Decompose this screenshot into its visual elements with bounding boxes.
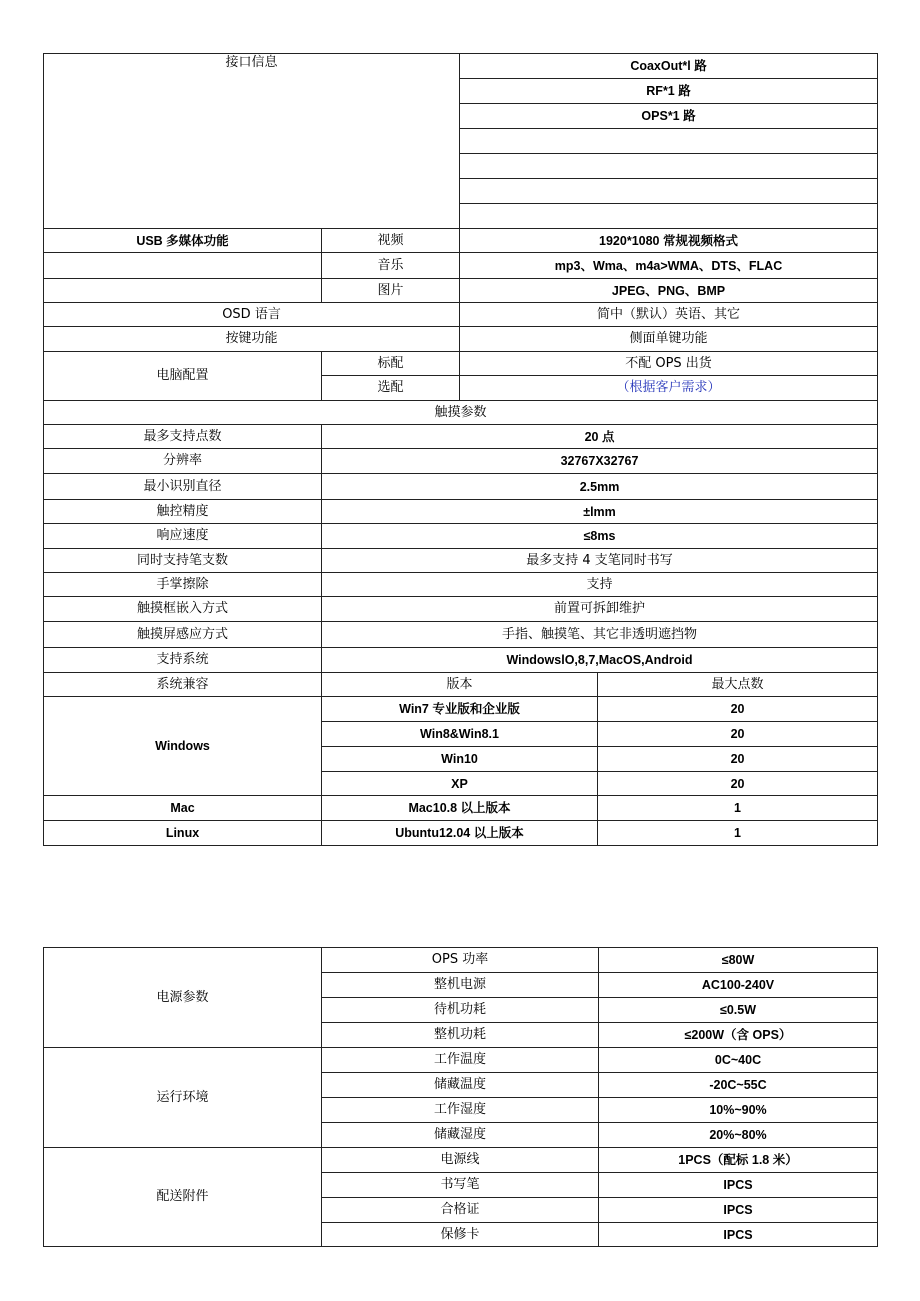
compat-points: 20: [598, 697, 878, 722]
compat-points: 20: [598, 772, 878, 796]
accessory-item: 书写笔: [322, 1173, 599, 1198]
env-value: 0C~40C: [599, 1048, 878, 1073]
accessory-item: 电源线: [322, 1148, 599, 1173]
touch-param-value: 支持: [322, 573, 878, 597]
touch-param-value: 最多支持 4 支笔同时书写: [322, 549, 878, 573]
accessory-value: 1PCS（配标 1.8 米）: [599, 1148, 878, 1173]
compat-points: 1: [598, 796, 878, 821]
touch-param-label: 触控精度: [44, 500, 322, 524]
touch-param-value: 2.5mm: [322, 474, 878, 500]
touch-param-label: 响应速度: [44, 524, 322, 549]
usb-value: 1920*1080 常规视频格式: [460, 229, 878, 253]
env-label: 运行环境: [44, 1048, 322, 1148]
interface-item: [460, 204, 878, 229]
osd-value: 简中（默认）英语、其它: [460, 303, 878, 327]
env-item: 储藏湿度: [322, 1123, 599, 1148]
interface-item: RF*1 路: [460, 79, 878, 104]
pc-optional-value: （根据客户需求）: [460, 376, 878, 401]
usb-type: 音乐: [322, 253, 460, 279]
interface-item: [460, 179, 878, 204]
env-value: 20%~80%: [599, 1123, 878, 1148]
touch-param-label: 触摸框嵌入方式: [44, 597, 322, 622]
touch-param-label: 触摸屏感应方式: [44, 622, 322, 648]
compat-points: 20: [598, 747, 878, 772]
power-value: AC100-240V: [599, 973, 878, 998]
power-item: 整机电源: [322, 973, 599, 998]
touch-param-label: 最小识别直径: [44, 474, 322, 500]
compat-header-points: 最大点数: [598, 673, 878, 697]
accessory-value: IPCS: [599, 1198, 878, 1223]
interface-label: 接口信息: [44, 54, 460, 229]
usb-empty-cell: [44, 253, 322, 279]
compat-version: Mac10.8 以上版本: [322, 796, 598, 821]
touch-param-label: 支持系统: [44, 648, 322, 673]
usb-type: 图片: [322, 279, 460, 303]
power-value: ≤200W（含 OPS）: [599, 1023, 878, 1048]
compat-points: 20: [598, 722, 878, 747]
touch-section-header: 触摸参数: [44, 401, 878, 425]
pc-standard-label: 标配: [322, 352, 460, 376]
pc-optional-label: 选配: [322, 376, 460, 401]
touch-param-value: ±lmm: [322, 500, 878, 524]
power-label: 电源参数: [44, 948, 322, 1048]
spec-table-power: [43, 947, 878, 1247]
interface-item: [460, 154, 878, 179]
keys-value: 侧面单键功能: [460, 327, 878, 352]
touch-param-label: 最多支持点数: [44, 425, 322, 449]
usb-label: USB 多媒体功能: [44, 229, 322, 253]
env-item: 工作温度: [322, 1048, 599, 1073]
usb-empty-cell: [44, 279, 322, 303]
accessories-label: 配送附件: [44, 1148, 322, 1247]
compat-version: Win7 专业版和企业版: [322, 697, 598, 722]
env-item: 工作湿度: [322, 1098, 599, 1123]
touch-param-value: 手指、触摸笔、其它非透明遮挡物: [322, 622, 878, 648]
accessory-item: 保修卡: [322, 1223, 599, 1247]
accessory-value: IPCS: [599, 1223, 878, 1247]
accessory-item: 合格证: [322, 1198, 599, 1223]
interface-item: OPS*1 路: [460, 104, 878, 129]
power-value: ≤0.5W: [599, 998, 878, 1023]
pc-label: 电脑配置: [44, 352, 322, 401]
touch-param-value: 32767X32767: [322, 449, 878, 474]
touch-param-value: WindowslO,8,7,MacOS,Android: [322, 648, 878, 673]
keys-label: 按键功能: [44, 327, 460, 352]
touch-param-value: 前置可拆卸维护: [322, 597, 878, 622]
compat-os-windows: Windows: [44, 697, 322, 796]
power-item: 整机功耗: [322, 1023, 599, 1048]
interface-item: CoaxOut*l 路: [460, 54, 878, 79]
power-item: 待机功耗: [322, 998, 599, 1023]
usb-type: 视频: [322, 229, 460, 253]
compat-points: 1: [598, 821, 878, 846]
touch-param-value: 20 点: [322, 425, 878, 449]
power-item: OPS 功率: [322, 948, 599, 973]
touch-param-label: 分辨率: [44, 449, 322, 474]
pc-standard-value: 不配 OPS 出货: [460, 352, 878, 376]
compat-version: Ubuntu12.04 以上版本: [322, 821, 598, 846]
compat-version: Win8&Win8.1: [322, 722, 598, 747]
env-value: 10%~90%: [599, 1098, 878, 1123]
env-item: 储藏温度: [322, 1073, 599, 1098]
touch-param-label: 同时支持笔支数: [44, 549, 322, 573]
usb-value: JPEG、PNG、BMP: [460, 279, 878, 303]
compat-header-os: 系统兼容: [44, 673, 322, 697]
env-value: -20C~55C: [599, 1073, 878, 1098]
touch-param-value: ≤8ms: [322, 524, 878, 549]
spec-table-main: [43, 53, 878, 846]
power-value: ≤80W: [599, 948, 878, 973]
compat-os-mac: Mac: [44, 796, 322, 821]
usb-value: mp3、Wma、m4a>WMA、DTS、FLAC: [460, 253, 878, 279]
compat-header-version: 版本: [322, 673, 598, 697]
touch-param-label: 手掌擦除: [44, 573, 322, 597]
osd-label: OSD 语言: [44, 303, 460, 327]
compat-os-linux: Linux: [44, 821, 322, 846]
interface-item: [460, 129, 878, 154]
accessory-value: IPCS: [599, 1173, 878, 1198]
compat-version: XP: [322, 772, 598, 796]
compat-version: Win10: [322, 747, 598, 772]
